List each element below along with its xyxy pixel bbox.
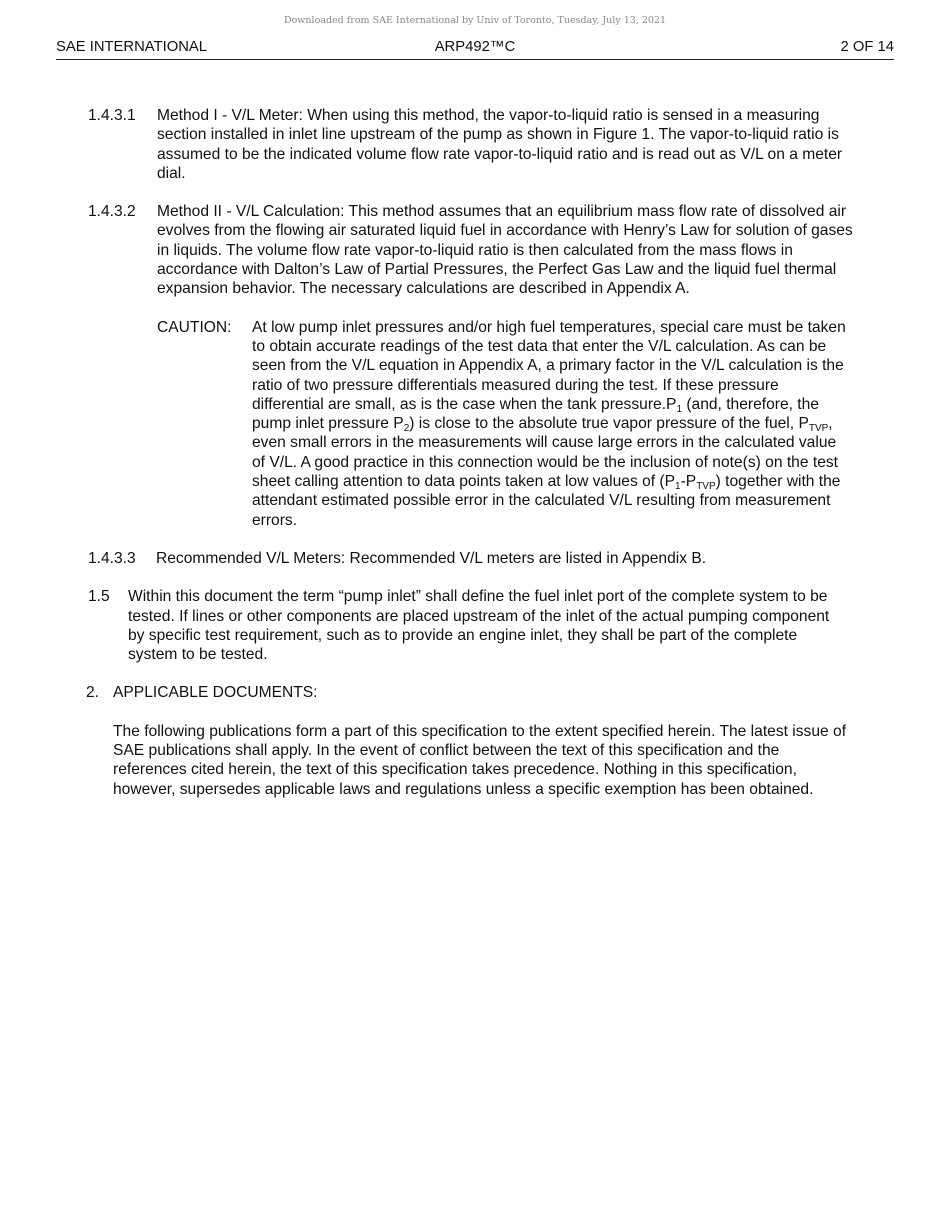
header-page-number: 2 OF 14 <box>840 39 894 55</box>
caution-note <box>157 318 950 530</box>
section-text: Method II - V/L Calculation: This method assumes that an equilibrium mass flow rate of dissolved air evolves from the flowing air saturated liquid fuel in accordance with Henry’s Law for solution of gases in liquids. The volume flow rate vapor-to-liquid ratio is then calculated from the mass flows in accordance with Dalton’s Law of Partial Pressures, the Perfect Gas Law and the liquid fuel thermal expansion behavior. The necessary calculations are described in Appendix A. <box>157 203 853 298</box>
caution-label: CAUTION: <box>157 318 232 336</box>
section-1-4-3-3 <box>88 549 950 568</box>
section-number: 1.4.3.2 <box>88 203 136 221</box>
section-number: 1.4.3.1 <box>88 107 136 124</box>
section-number: 1.4.3.3 <box>88 549 136 567</box>
section-text: Within this document the term “pump inlet” shall define the fuel inlet port of the complete system to be tested. If lines or other components are placed upstream of the inlet of the actual pumping component by specific test requirement, such as to provide an engine inlet, they shall be part of the complete system to be tested. <box>128 588 830 664</box>
section-1-5 <box>88 587 950 664</box>
section-number: 1.5 <box>88 588 110 606</box>
header-organization: SAE INTERNATIONAL <box>56 39 208 55</box>
page-header <box>56 38 894 60</box>
section-text: Method I - V/L Meter: When using this method, the vapor-to-liquid ratio is sensed in a measuring section installed in inlet line upstream of the pump as shown in Figure 1. The vapor-to-liquid ratio is assumed to be the indicated volume flow rate vapor-to-liquid ratio and is read out as V/L on a meter dial. <box>157 107 843 182</box>
section-2-heading <box>86 683 950 702</box>
section-1-4-3-2 <box>88 202 950 298</box>
section-title: APPLICABLE DOCUMENTS: <box>113 684 318 702</box>
section-2-text: The following publications form a part of this specification to the extent specified herein. The latest issue of SAE publications shall apply. In the event of conflict between the text of this specification and the references cited herein, the text of this specification takes precedence. Nothing in this specification, however, supersedes applicable laws and regulations unless a specific exemption has been obtained. <box>113 722 847 798</box>
section-number: 2. <box>86 684 100 702</box>
document-body <box>0 106 950 799</box>
download-watermark: Downloaded from SAE International by Univ of Toronto, Tuesday, July 13, 2021 <box>283 15 667 26</box>
caution-text: At low pump inlet pressures and/or high fuel temperatures, special care must be taken to obtain accurate readings of the test data that enter the V/L calculation. As can be seen from the V/L equation in Appendix A, a primary factor in the V/L calculation is the ratio of two pressure differentials measured during the test. If these pressure differential are small, as is the case when the tank $pressure.P_1$ (and, therefore, the pump inlet pressure $P_2$) is close to the absolute true vapor pressure of the fuel, $P_{TVP}$, even small errors in the measurements will cause large errors in the calculated value of V/L. A good practice in this connection would be the inclusion of note(s) on the test sheet calling attention to data points taken at low values of $(P_1-P_{TVP})$ together with the attendant estimated possible error in the calculated V/L resulting from measurement errors. <box>252 318 846 529</box>
section-1-4-3-1 <box>88 106 950 183</box>
section-text: Recommended V/L Meters: Recommended V/L meters are listed in Appendix B. <box>156 549 707 567</box>
header-document-id: ARP492™C <box>434 39 516 55</box>
